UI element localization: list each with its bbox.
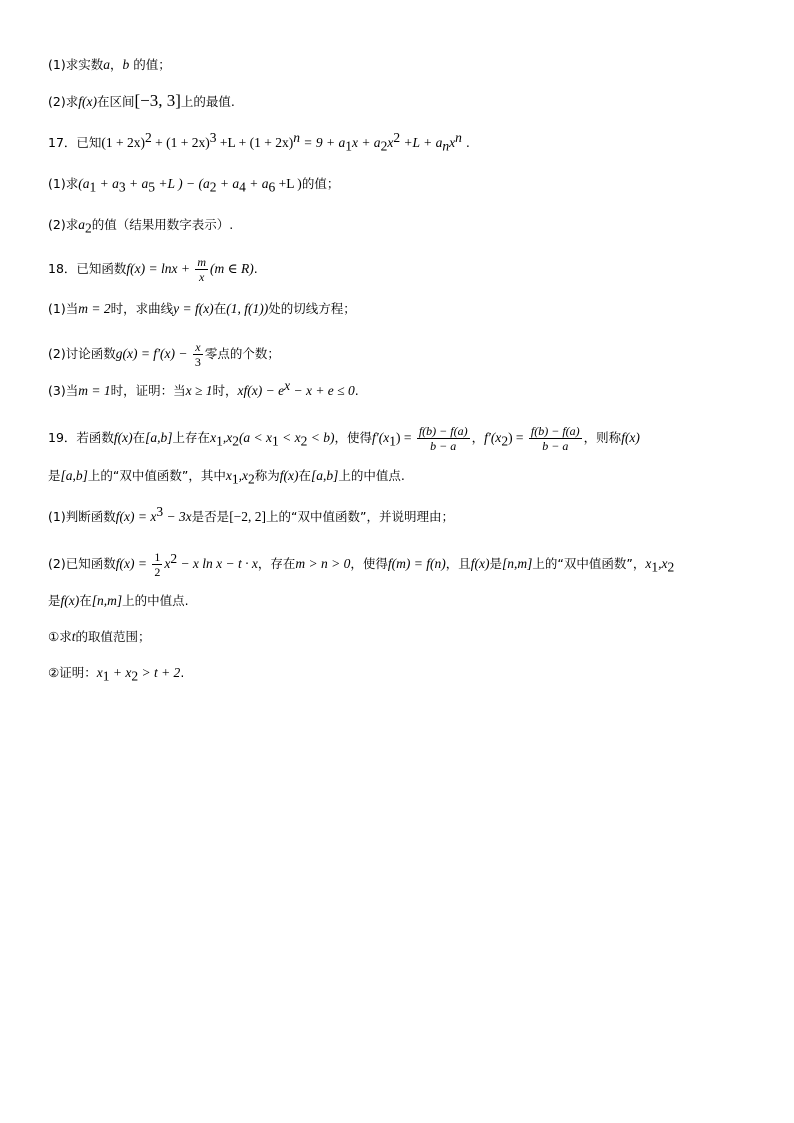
math: x	[96, 665, 103, 680]
fraction	[152, 550, 162, 579]
sub: 1	[89, 179, 97, 195]
text: ①求	[48, 629, 72, 644]
sub: 2	[300, 433, 308, 449]
math: f(x)	[113, 430, 133, 445]
math: m = 1	[78, 383, 111, 398]
text: 在	[213, 301, 227, 316]
text: 上的中值点.	[338, 468, 405, 483]
text: 的取值范围；	[75, 629, 151, 644]
text: (3)当	[48, 383, 79, 398]
math: x	[210, 430, 217, 445]
question-19-part-1	[48, 503, 454, 526]
sup: 2	[145, 129, 152, 145]
math: x	[387, 135, 394, 150]
question-18-stem	[48, 255, 258, 284]
text: 时，证明：当	[110, 383, 186, 398]
question-19-definition	[48, 467, 405, 485]
math: [−3, 3]	[134, 91, 181, 110]
text: 上的“双中值函数”，并说明理由；	[266, 509, 454, 524]
fraction	[193, 340, 203, 369]
math: ,x	[658, 556, 668, 571]
math: + a	[96, 176, 119, 191]
sup: x	[284, 377, 291, 393]
text: 在	[298, 468, 311, 483]
text: 的值；	[301, 176, 340, 191]
denominator: 3	[194, 355, 201, 369]
text: (2)求	[48, 217, 79, 232]
sub: 2	[232, 433, 239, 449]
sub: 1	[231, 471, 239, 487]
fraction	[195, 255, 208, 284]
text: 是	[48, 468, 61, 483]
sub: 2	[501, 433, 509, 449]
sub: 1	[345, 138, 352, 154]
sub: 1	[389, 433, 396, 449]
text: 18．已知函数	[48, 261, 127, 276]
numerator: f(b) − f(a)	[530, 424, 580, 438]
denominator: x	[199, 270, 205, 284]
math: +L )	[275, 176, 302, 191]
text: ，则称	[583, 430, 622, 445]
question-18-part-2	[48, 340, 280, 369]
math: (a < x	[238, 430, 273, 445]
text: .	[253, 261, 258, 276]
text: ，使得	[350, 556, 388, 571]
math: +L + a	[400, 135, 443, 150]
text: 处的切线方程；	[268, 301, 356, 316]
text: 是	[48, 593, 61, 608]
math: (m ∈ R)	[210, 261, 254, 276]
text: 上的最值.	[180, 94, 235, 109]
math: +L +	[216, 135, 250, 150]
sub: 2	[667, 559, 675, 575]
sup: n	[455, 129, 462, 145]
math: g(x) = f′(x) −	[115, 346, 191, 361]
math: f(x)	[78, 94, 97, 109]
math: [−2, 2]	[229, 509, 267, 524]
math: x	[225, 468, 232, 483]
sub: 2	[84, 220, 92, 236]
question-17-part-1	[48, 175, 339, 193]
text: 零点的个数；	[204, 346, 280, 361]
sub: 2	[380, 138, 388, 154]
text: ，存在	[257, 556, 296, 571]
math: x + a	[351, 135, 381, 150]
math: x	[164, 556, 171, 571]
text: 时，	[212, 383, 238, 398]
sup: n	[293, 129, 300, 145]
math: x	[645, 556, 652, 571]
sub: 1	[272, 433, 279, 449]
text: (1)判断函数	[48, 509, 116, 524]
sup: 3	[209, 129, 217, 145]
text: 的值；	[129, 57, 171, 72]
math: y = f(x)	[173, 301, 214, 316]
text: (1)当	[48, 301, 79, 316]
math: [a,b]	[311, 468, 339, 483]
math: (1, f(1))	[226, 301, 269, 316]
text: 时，求曲线	[110, 301, 174, 316]
fraction	[417, 424, 470, 453]
math: a	[103, 57, 110, 72]
question-19-subpart-2	[48, 664, 184, 682]
question-17-stem	[48, 129, 470, 154]
sub: 2	[247, 471, 255, 487]
math: a	[78, 217, 85, 232]
math: f(x)	[621, 430, 640, 445]
math: m = 2	[78, 301, 111, 316]
text: (1)求	[48, 176, 79, 191]
numerator: 1	[154, 550, 161, 564]
math: + x	[109, 665, 132, 680]
math: < b)	[307, 430, 335, 445]
text: .	[180, 665, 185, 680]
math: < x	[278, 430, 301, 445]
math: (1 + 2x)	[101, 135, 146, 150]
text: .	[461, 135, 470, 150]
sup: 2	[393, 129, 401, 145]
sub: 2	[131, 668, 139, 684]
text: ，	[471, 430, 485, 445]
sub: 4	[239, 179, 246, 195]
math: b	[122, 57, 130, 72]
denominator: 2	[154, 565, 161, 579]
numerator: m	[197, 255, 207, 269]
math: − x + e ≤ 0	[290, 383, 355, 398]
denominator: b − a	[542, 439, 569, 453]
text: (2)讨论函数	[48, 346, 116, 361]
math: f(x)	[470, 556, 490, 571]
math: f(m) = f(n)	[387, 556, 446, 571]
math: ,x	[222, 430, 233, 445]
sub: 5	[148, 179, 155, 195]
text: 在区间	[96, 94, 135, 109]
question-16-part-1	[48, 56, 171, 74]
text: (1)求实数	[48, 57, 104, 72]
text: ，	[109, 57, 123, 72]
text: ，且	[445, 556, 471, 571]
math: (1 + 2x)	[249, 135, 294, 150]
text: 19．若函数	[48, 430, 114, 445]
math: = 9 + a	[299, 135, 346, 150]
text: 在	[132, 430, 146, 445]
math: + a	[125, 176, 149, 191]
text: 的值（结果用数字表示）.	[91, 217, 234, 232]
numerator: x	[193, 340, 203, 355]
math: f(x) = lnx +	[126, 261, 194, 276]
question-16-part-2	[48, 92, 235, 111]
sup: 3	[156, 503, 164, 519]
math: +	[151, 135, 167, 150]
math: x ≥ 1	[185, 383, 213, 398]
question-19-subpart-1	[48, 628, 151, 646]
math: [n,m]	[502, 556, 533, 571]
text: (2)已知函数	[48, 556, 116, 571]
math: + a	[216, 176, 240, 191]
text: .	[354, 383, 359, 398]
sub: n	[442, 138, 450, 154]
sup: 2	[170, 550, 178, 566]
math: [a,b]	[60, 468, 88, 483]
text: 上的“双中值函数”，其中	[87, 468, 226, 483]
math: ,x	[238, 468, 248, 483]
question-18-part-3	[48, 377, 359, 400]
question-18-part-1	[48, 300, 356, 318]
math: f(x)	[279, 468, 299, 483]
text: ②证明：	[48, 665, 97, 680]
math: x	[449, 135, 456, 150]
math: > t + 2	[138, 665, 181, 680]
text: 称为	[254, 468, 280, 483]
math: [n,m]	[91, 593, 123, 608]
sub: 1	[216, 433, 223, 449]
math: (a	[78, 176, 90, 191]
text: (2)求	[48, 94, 79, 109]
sub: 1	[651, 559, 659, 575]
math: f(x)	[60, 593, 80, 608]
question-19-part-2-cont	[48, 592, 189, 610]
math: (1 + 2x)	[166, 135, 210, 150]
math: t	[71, 629, 76, 644]
math: f′(x	[372, 430, 390, 445]
question-19-part-2	[48, 550, 674, 579]
math: [a,b]	[145, 430, 173, 445]
math: ) =	[508, 430, 527, 445]
sub: 3	[118, 179, 126, 195]
math: +L ) − (a	[154, 176, 210, 191]
fraction	[529, 424, 582, 453]
math: f(x) = x	[115, 509, 157, 524]
math: + a	[245, 176, 269, 191]
math: m > n > 0	[295, 556, 351, 571]
text: 是	[489, 556, 503, 571]
math: − x ln x − t · x	[177, 556, 258, 571]
question-17-part-2	[48, 216, 233, 234]
text: 是否是	[191, 509, 230, 524]
sub: 2	[209, 179, 217, 195]
math: xf(x) − e	[237, 383, 285, 398]
sub: 1	[102, 668, 110, 684]
question-19-stem	[48, 424, 640, 453]
text: 在	[79, 593, 92, 608]
math: f′(x	[484, 430, 502, 445]
numerator: f(b) − f(a)	[418, 424, 468, 438]
math: ) =	[395, 430, 415, 445]
math: f(x) =	[115, 556, 151, 571]
text: 17．已知	[48, 135, 102, 150]
text: 上的“双中值函数”，	[532, 556, 646, 571]
math: − 3x	[163, 509, 192, 524]
sub: 6	[268, 179, 276, 195]
text: ，使得	[334, 430, 373, 445]
text: 上存在	[172, 430, 211, 445]
text: 上的中值点.	[122, 593, 189, 608]
denominator: b − a	[430, 439, 457, 453]
